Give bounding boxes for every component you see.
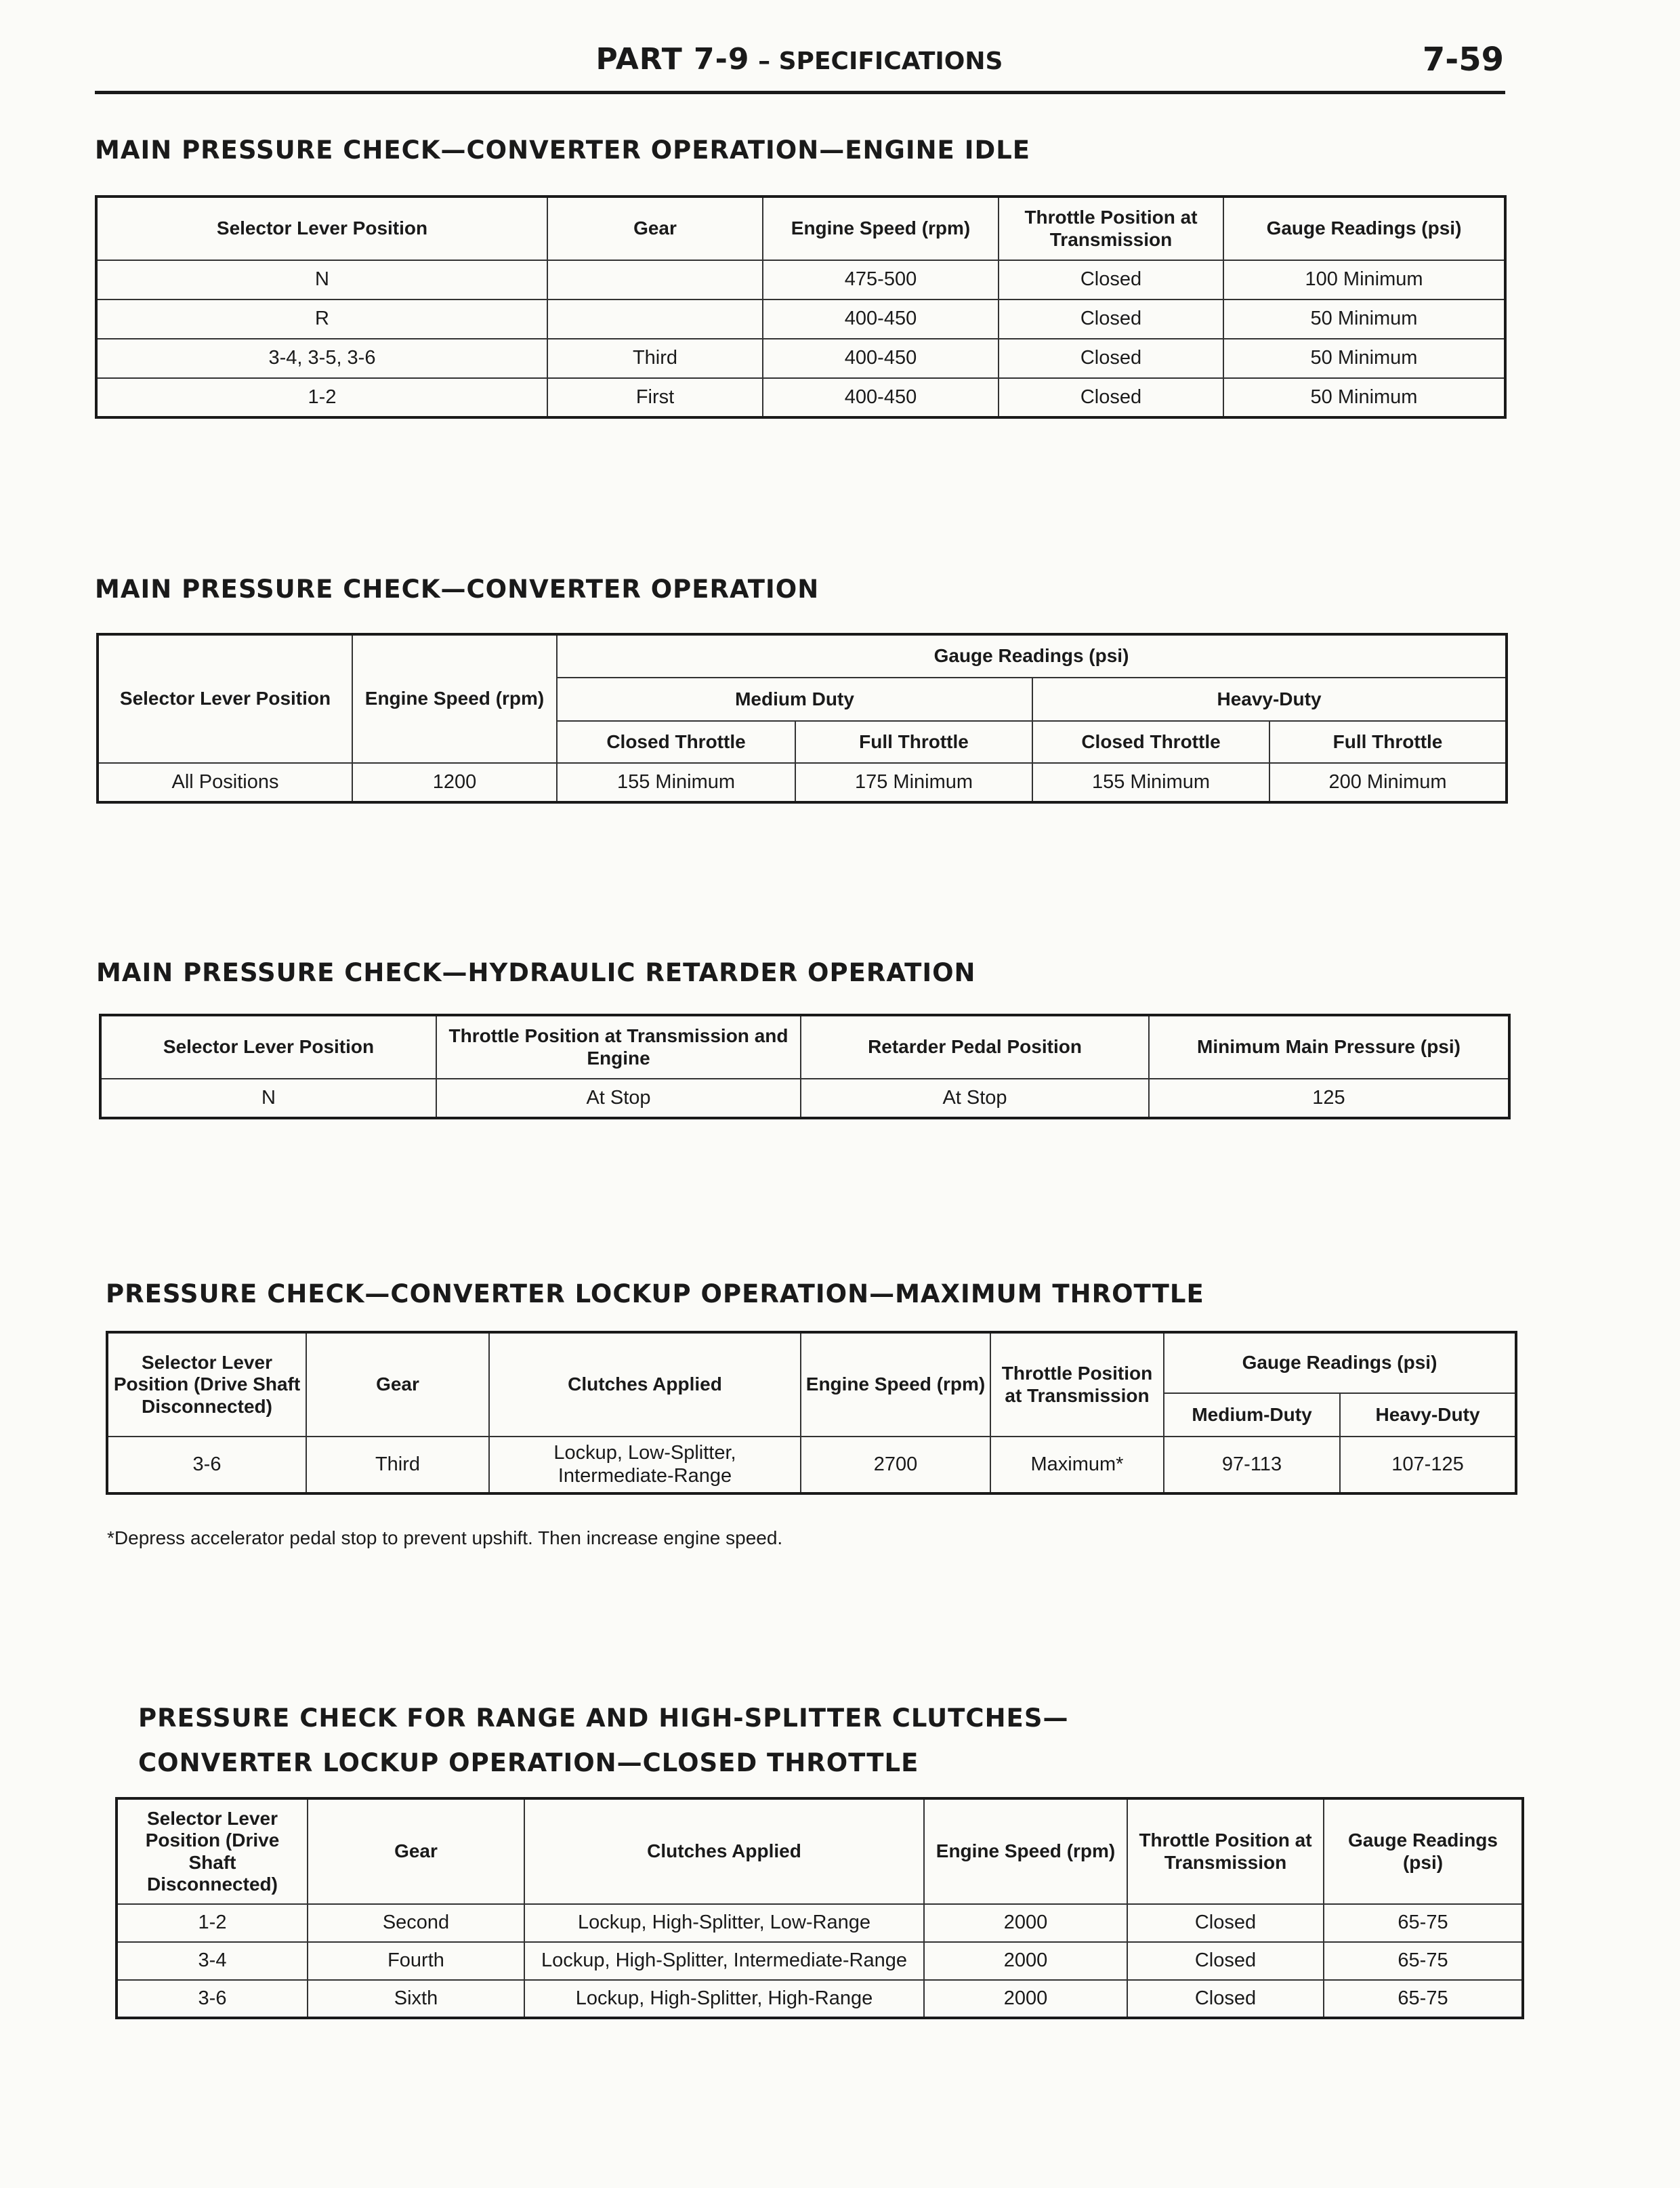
table5-title-line2: CONVERTER LOCKUP OPERATION—CLOSED THROTTLE — [138, 1748, 919, 1777]
table-cell: N — [100, 1079, 436, 1118]
header-gear: Gear — [308, 1798, 524, 1904]
table5-title-line1: PRESSURE CHECK FOR RANGE AND HIGH-SPLITTER CLUTCHES— — [138, 1704, 1069, 1733]
table-cell: 1200 — [352, 763, 557, 802]
table-row — [96, 378, 1505, 417]
header-engine-speed: Engine Speed (rpm) — [352, 634, 557, 763]
table-cell: Sixth — [308, 1980, 524, 2018]
header-selector-lever-position: Selector Lever Position — [100, 1015, 436, 1079]
table-cell: 50 Minimum — [1223, 378, 1505, 417]
table-cell: Third — [306, 1437, 489, 1493]
table-cell: 2700 — [801, 1437, 990, 1493]
table-cell: Lockup, Low-Splitter, Intermediate-Range — [489, 1437, 801, 1493]
header-retarder-pedal-position: Retarder Pedal Position — [801, 1015, 1149, 1079]
table-row — [117, 1904, 1523, 1942]
header-clutches-applied: Clutches Applied — [489, 1332, 801, 1437]
header-throttle-position: Throttle Position at Transmission and Engine — [436, 1015, 801, 1079]
table-cell: 3-6 — [117, 1980, 308, 2018]
header-throttle-position: Throttle Position at Transmission — [990, 1332, 1164, 1437]
header-full-throttle: Full Throttle — [795, 721, 1032, 763]
header-selector-lever-position: Selector Lever Position — [96, 197, 547, 260]
table-cell: N — [96, 260, 547, 300]
table-header-row — [107, 1332, 1516, 1393]
table-cell: Closed — [999, 378, 1223, 417]
table-cell: 475-500 — [763, 260, 999, 300]
table-cell: 125 — [1149, 1079, 1509, 1118]
header-gauge-readings: Gauge Readings (psi) — [557, 634, 1507, 678]
table-cell: 175 Minimum — [795, 763, 1032, 802]
header-medium-duty: Medium Duty — [557, 678, 1032, 721]
table-row — [96, 300, 1505, 339]
table-cell — [547, 300, 763, 339]
header-selector-lever-position: Selector Lever Position (Drive Shaft Disconnected) — [107, 1332, 306, 1437]
header-engine-speed: Engine Speed (rpm) — [763, 197, 999, 260]
table-cell: 65-75 — [1324, 1904, 1523, 1942]
converter-operation-table — [96, 633, 1508, 804]
table-cell: 65-75 — [1324, 1980, 1523, 2018]
table-header-row — [117, 1798, 1523, 1904]
header-selector-lever-position: Selector Lever Position — [98, 634, 352, 763]
header-full-throttle: Full Throttle — [1269, 721, 1507, 763]
table3-title: MAIN PRESSURE CHECK—HYDRAULIC RETARDER OPERATION — [96, 958, 976, 987]
table-cell: 200 Minimum — [1269, 763, 1507, 802]
table-cell: 155 Minimum — [1032, 763, 1269, 802]
table-cell: 400-450 — [763, 300, 999, 339]
header-gear: Gear — [306, 1332, 489, 1437]
table-cell: Closed — [1127, 1942, 1324, 1980]
table-cell: 2000 — [924, 1904, 1127, 1942]
table-cell — [547, 260, 763, 300]
page-number: 7-59 — [1422, 41, 1504, 79]
table-cell: R — [96, 300, 547, 339]
table-cell: Closed — [999, 260, 1223, 300]
table-cell: Closed — [1127, 1980, 1324, 2018]
header-heavy-duty: Heavy-Duty — [1032, 678, 1507, 721]
header-throttle-position: Throttle Position at Transmission — [1127, 1798, 1324, 1904]
header-closed-throttle: Closed Throttle — [1032, 721, 1269, 763]
table-header-row — [100, 1015, 1509, 1079]
header-closed-throttle: Closed Throttle — [557, 721, 795, 763]
table-row — [96, 339, 1505, 378]
footnote: *Depress accelerator pedal stop to prevent upshift. Then increase engine speed. — [107, 1527, 783, 1548]
table-cell: 100 Minimum — [1223, 260, 1505, 300]
table-cell: 107-125 — [1340, 1437, 1516, 1493]
header-gear: Gear — [547, 197, 763, 260]
table-cell: 97-113 — [1164, 1437, 1340, 1493]
table-header-row — [96, 197, 1505, 260]
lockup-max-throttle-table — [106, 1331, 1517, 1495]
engine-idle-table — [95, 195, 1507, 419]
table-cell: 400-450 — [763, 339, 999, 378]
table-cell: 50 Minimum — [1223, 339, 1505, 378]
table-cell: Lockup, High-Splitter, Low-Range — [524, 1904, 924, 1942]
header-gauge-readings: Gauge Readings (psi) — [1164, 1332, 1516, 1393]
header-heavy-duty: Heavy-Duty — [1340, 1393, 1516, 1437]
header-engine-speed: Engine Speed (rpm) — [801, 1332, 990, 1437]
page-title — [95, 42, 1504, 77]
table-cell: Maximum* — [990, 1437, 1164, 1493]
part-label: PART 7-9 — [595, 42, 750, 77]
table-cell: All Positions — [98, 763, 352, 802]
table-cell: 65-75 — [1324, 1942, 1523, 1980]
table-cell: At Stop — [801, 1079, 1149, 1118]
table-row — [107, 1437, 1516, 1493]
table-cell: First — [547, 378, 763, 417]
section-label: SPECIFICATIONS — [778, 47, 1003, 75]
table-cell: Closed — [999, 300, 1223, 339]
table-cell: Fourth — [308, 1942, 524, 1980]
table4-title: PRESSURE CHECK—CONVERTER LOCKUP OPERATION—MAXIMUM THROTTLE — [106, 1279, 1204, 1308]
table-row — [117, 1980, 1523, 2018]
title-dash: – — [749, 47, 779, 75]
table-cell: 1-2 — [117, 1904, 308, 1942]
header-engine-speed: Engine Speed (rpm) — [924, 1798, 1127, 1904]
header-rule — [95, 91, 1505, 94]
table-row — [117, 1942, 1523, 1980]
header-selector-lever-position: Selector Lever Position (Drive Shaft Disconnected) — [117, 1798, 308, 1904]
table-cell: Closed — [999, 339, 1223, 378]
table-cell: Closed — [1127, 1904, 1324, 1942]
table-cell: 3-6 — [107, 1437, 306, 1493]
range-high-splitter-table — [115, 1797, 1524, 2019]
table1-title: MAIN PRESSURE CHECK—CONVERTER OPERATION—ENGINE IDLE — [95, 136, 1031, 165]
page-header — [95, 42, 1504, 89]
header-clutches-applied: Clutches Applied — [524, 1798, 924, 1904]
table2-title: MAIN PRESSURE CHECK—CONVERTER OPERATION — [95, 575, 820, 604]
table-cell: 50 Minimum — [1223, 300, 1505, 339]
header-throttle-position: Throttle Position at Transmission — [999, 197, 1223, 260]
header-medium-duty: Medium-Duty — [1164, 1393, 1340, 1437]
table-row — [96, 260, 1505, 300]
table-cell: 155 Minimum — [557, 763, 795, 802]
table-cell: 3-4, 3-5, 3-6 — [96, 339, 547, 378]
table-cell: Lockup, High-Splitter, High-Range — [524, 1980, 924, 2018]
table-cell: 2000 — [924, 1942, 1127, 1980]
table-cell: Lockup, High-Splitter, Intermediate-Range — [524, 1942, 924, 1980]
table-cell: Third — [547, 339, 763, 378]
table-header-row — [98, 634, 1507, 678]
header-minimum-main-pressure: Minimum Main Pressure (psi) — [1149, 1015, 1509, 1079]
header-gauge-readings: Gauge Readings (psi) — [1324, 1798, 1523, 1904]
table-cell: 3-4 — [117, 1942, 308, 1980]
table-cell: 1-2 — [96, 378, 547, 417]
table-cell: At Stop — [436, 1079, 801, 1118]
header-gauge-readings: Gauge Readings (psi) — [1223, 197, 1505, 260]
table-cell: 2000 — [924, 1980, 1127, 2018]
table-row — [98, 763, 1507, 802]
table-cell: Second — [308, 1904, 524, 1942]
table-row — [100, 1079, 1509, 1118]
table-cell: 400-450 — [763, 378, 999, 417]
hydraulic-retarder-table — [99, 1014, 1511, 1119]
